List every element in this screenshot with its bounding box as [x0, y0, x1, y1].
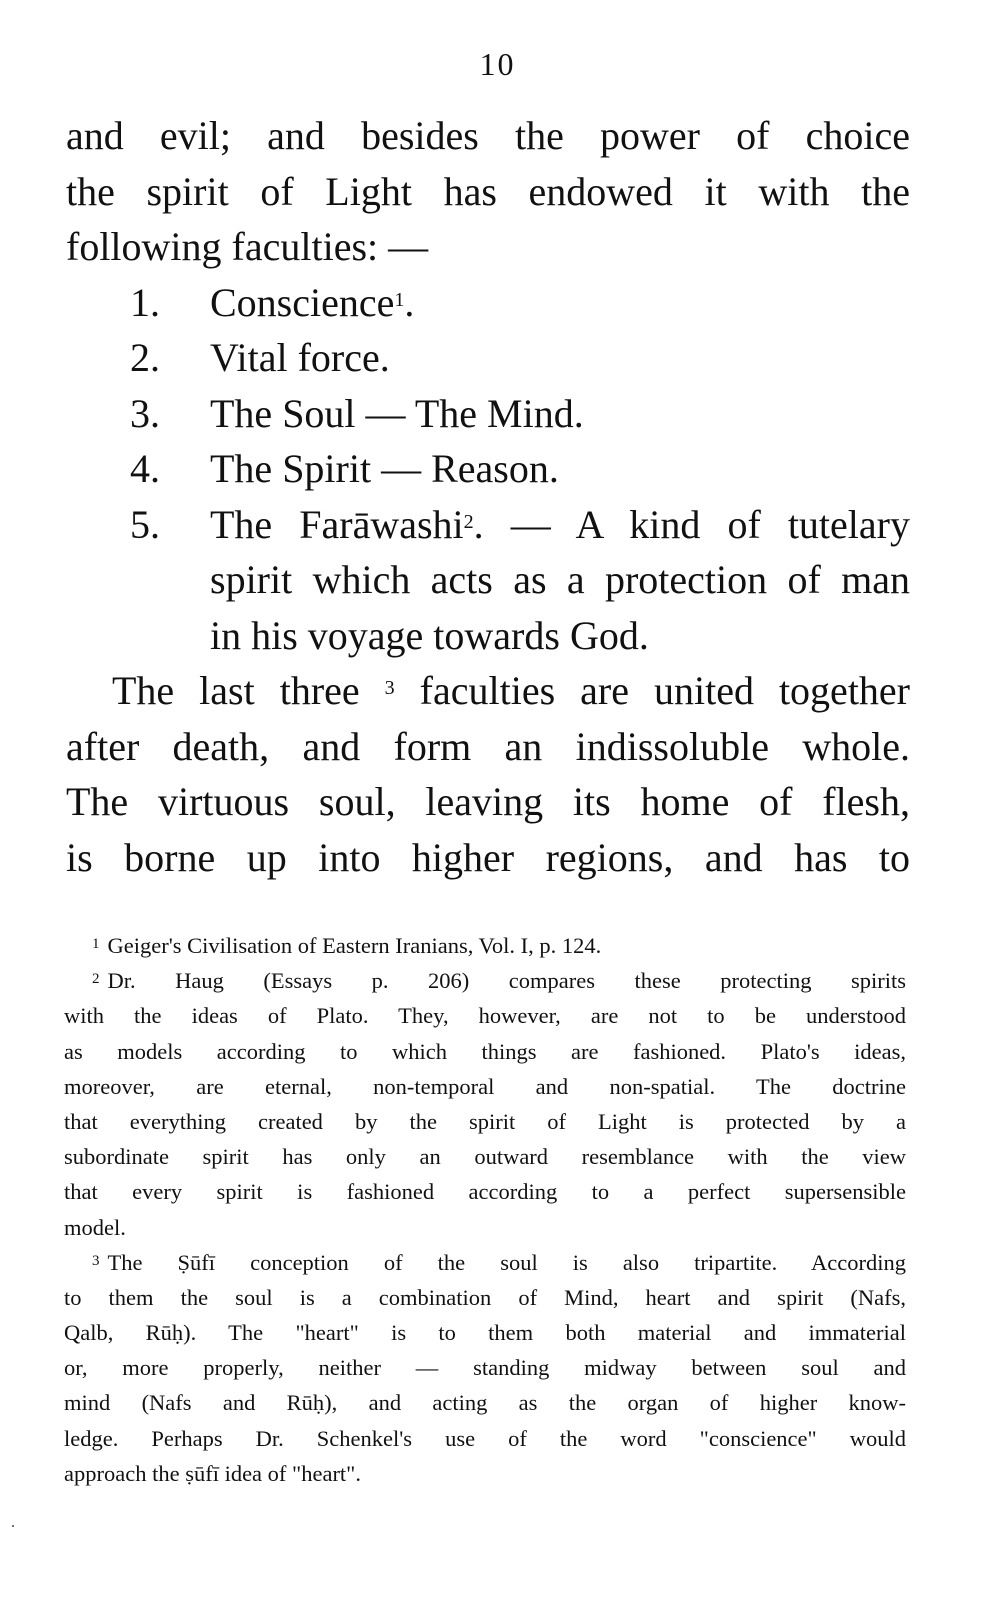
footnote-ref: 2: [463, 510, 474, 533]
text-segment: faculties are united together: [419, 668, 911, 713]
footnote-mark: 2: [92, 971, 100, 988]
main-text: [66, 108, 910, 885]
footnote-text: or, more properly, neither — standing midway between soul and: [64, 1355, 906, 1381]
list-text: The Soul — The Mind.: [210, 390, 584, 436]
list-text: spirit which acts as a protection of man: [210, 557, 910, 602]
list-item-4: [66, 441, 910, 497]
scan-speck: [12, 1525, 14, 1527]
list-number: 1.: [130, 279, 160, 325]
list-number: 3.: [130, 390, 160, 436]
footnote-text: Qalb, Rūḥ). The "heart" is to them both material and immaterial: [64, 1320, 906, 1346]
footnotes: [64, 928, 906, 1491]
text-line: The virtuous soul, leaving its home of flesh,: [66, 779, 910, 824]
footnote-mark: 1: [92, 936, 100, 952]
footnote-text: model.: [64, 1214, 126, 1240]
footnote-text: ledge. Perhaps Dr. Schenkel's use of the word "conscience" would: [64, 1425, 906, 1451]
list-text: The Spirit — Reason.: [210, 446, 559, 491]
footnote-ref: 1: [394, 288, 405, 311]
footnote-text: moreover, are eternal, non-temporal and non-spatial. The doctrine: [64, 1073, 906, 1099]
list-text: The Farāwashi: [210, 501, 464, 547]
text-line: is borne up into higher regions, and has to: [66, 834, 910, 880]
list-item-5-continuation: [66, 552, 910, 608]
list-item-2: [66, 330, 910, 386]
list-item-1: [66, 275, 910, 331]
footnote-3: [64, 1245, 906, 1280]
footnote-text: mind (Nafs and Rūḥ), and acting as the organ of higher know-: [64, 1390, 906, 1416]
list-text-after: .: [404, 279, 415, 325]
footnote-text: with the ideas of Plato. They, however, are not to be understood: [64, 1003, 906, 1029]
footnote-ref: 3: [384, 677, 395, 699]
list-item-3: [66, 386, 910, 442]
list-text: in his voyage towards God.: [210, 612, 649, 658]
list-number: 2.: [130, 335, 160, 380]
footnote-2: [64, 963, 906, 998]
list-item-5-continuation: [66, 608, 910, 664]
list-text: Conscience: [210, 279, 395, 325]
footnote-mark: 3: [92, 1252, 100, 1269]
list-text-after: . — A kind of tutelary: [473, 501, 910, 547]
text-line: [66, 663, 910, 719]
page-number: 10: [479, 46, 516, 82]
footnote-text: subordinate spirit has only an outward resemblance with the view: [64, 1144, 906, 1170]
text-line: the spirit of Light has endowed it with the: [66, 168, 910, 214]
text-line: and evil; and besides the power of choice: [66, 113, 910, 158]
text-line: after death, and form an indissoluble whole.: [66, 723, 910, 769]
footnote-text: Dr. Haug (Essays p. 206) compares these protecting spirits: [107, 968, 906, 994]
list-number: 5.: [130, 501, 160, 547]
footnote-text: to them the soul is a combination of Mind, heart and spirit (Nafs,: [64, 1284, 906, 1310]
list-item-5: [66, 497, 910, 553]
list-number: 4.: [130, 446, 160, 491]
list-text: Vital force.: [210, 335, 390, 380]
footnote-text: that everything created by the spirit of Light is protected by a: [64, 1108, 906, 1134]
footnote-text: as models according to which things are fashioned. Plato's ideas,: [64, 1038, 906, 1064]
footnote-text: that every spirit is fashioned according to a perfect supersensible: [64, 1179, 906, 1205]
footnote-1: [64, 928, 906, 963]
footnote-text: Geiger's Civilisation of Eastern Iranians, Vol. I, p. 124.: [107, 933, 602, 958]
footnote-text: approach the ṣūfī idea of "heart".: [64, 1460, 361, 1486]
footnote-text: The Ṣūfī conception of the soul is also tripartite. According: [107, 1249, 906, 1275]
text-segment: The last three: [112, 668, 360, 713]
text-line: following faculties: —: [66, 224, 429, 269]
